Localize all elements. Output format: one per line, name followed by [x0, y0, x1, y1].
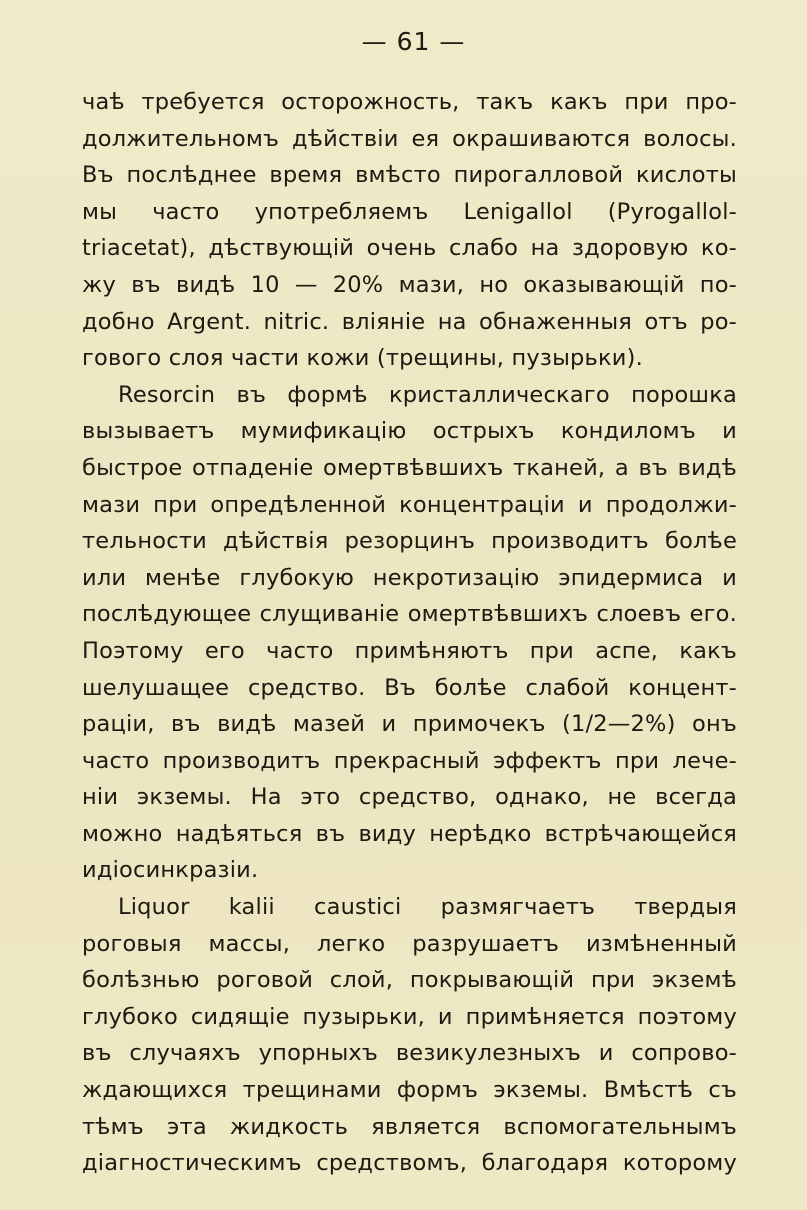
text-line: вызываетъ мумификацію острыхъ кондиломъ и: [82, 418, 737, 445]
text-line: ніи экземы. На это средство, однако, не всегда: [82, 784, 737, 811]
paragraph-2: [82, 377, 737, 889]
text-line: роговыя массы, легко разрушаетъ измѣненный: [82, 930, 737, 957]
text-line: тѣмъ эта жидкость является вспомогательнымъ: [82, 1113, 737, 1140]
text-line: раціи, въ видѣ мазей и примочекъ (1/2—2%) онъ: [82, 711, 737, 738]
text-line: ждающихся трещинами формъ экземы. Вмѣстѣ съ: [82, 1077, 737, 1104]
text-line: мы часто употребляемъ Lenigallol (Pyrogallol-: [82, 198, 737, 225]
text-line: чаѣ требуется осторожность, такъ какъ при про-: [82, 89, 737, 115]
paragraph-3: [82, 889, 737, 1182]
text-line: можно надѣяться въ виду нерѣдко встрѣчающейся: [82, 820, 737, 847]
page-number: — 61 —: [361, 27, 466, 56]
text-line: Liquor kalii caustici размягчаетъ твердыя: [118, 894, 737, 921]
text-line: triacetat), дѣствующій очень слабо на здоровую ко-: [82, 235, 737, 262]
text-line: быстрое отпаденіе омертвѣвшихъ тканей, а въ видѣ: [82, 454, 737, 481]
text-line: добно Argent. nitric. вліяніе на обнаженныя отъ ро-: [82, 308, 737, 335]
text-line: должительномъ дѣйствіи ея окрашиваются волосы.: [82, 125, 737, 152]
paragraph-1: [82, 84, 737, 377]
text-line: шелушащее средство. Въ болѣе слабой концент-: [82, 674, 737, 701]
text-line: послѣдующее слущиваніе омертвѣвшихъ слоевъ его.: [82, 601, 737, 628]
text-line: гового слоя части кожи (трещины, пузырьки).: [82, 345, 643, 372]
text-line: или менѣе глубокую некротизацію эпидермиса и: [82, 564, 737, 591]
text-line: глубоко сидящіе пузырьки, и примѣняется поэтому: [82, 1003, 737, 1030]
text-line: мази при опредѣленной концентраціи и продолжи-: [82, 491, 737, 518]
text-line: жу въ видѣ 10 — 20% мази, но оказывающій по-: [82, 271, 737, 298]
text-line: тельности дѣйствія резорцинъ производитъ болѣе: [82, 528, 737, 555]
text-line: Поэтому его часто примѣняютъ при аспе, какъ: [82, 637, 737, 664]
text-line: Въ послѣднее время вмѣсто пирогалловой кислоты: [82, 162, 737, 189]
text-line: часто производитъ прекрасный эффектъ при лече-: [82, 747, 737, 774]
text-line: идіосинкразіи.: [82, 857, 259, 884]
text-line: діагностическимъ средствомъ, благодаря которому: [82, 1150, 737, 1177]
text-line: Resorcin въ формѣ кристаллическаго порошка: [118, 381, 737, 408]
text-line: болѣзнью роговой слой, покрывающій при экземѣ: [82, 967, 737, 994]
text-line: въ случаяхъ упорныхъ везикулезныхъ и сопрово-: [82, 1040, 737, 1067]
